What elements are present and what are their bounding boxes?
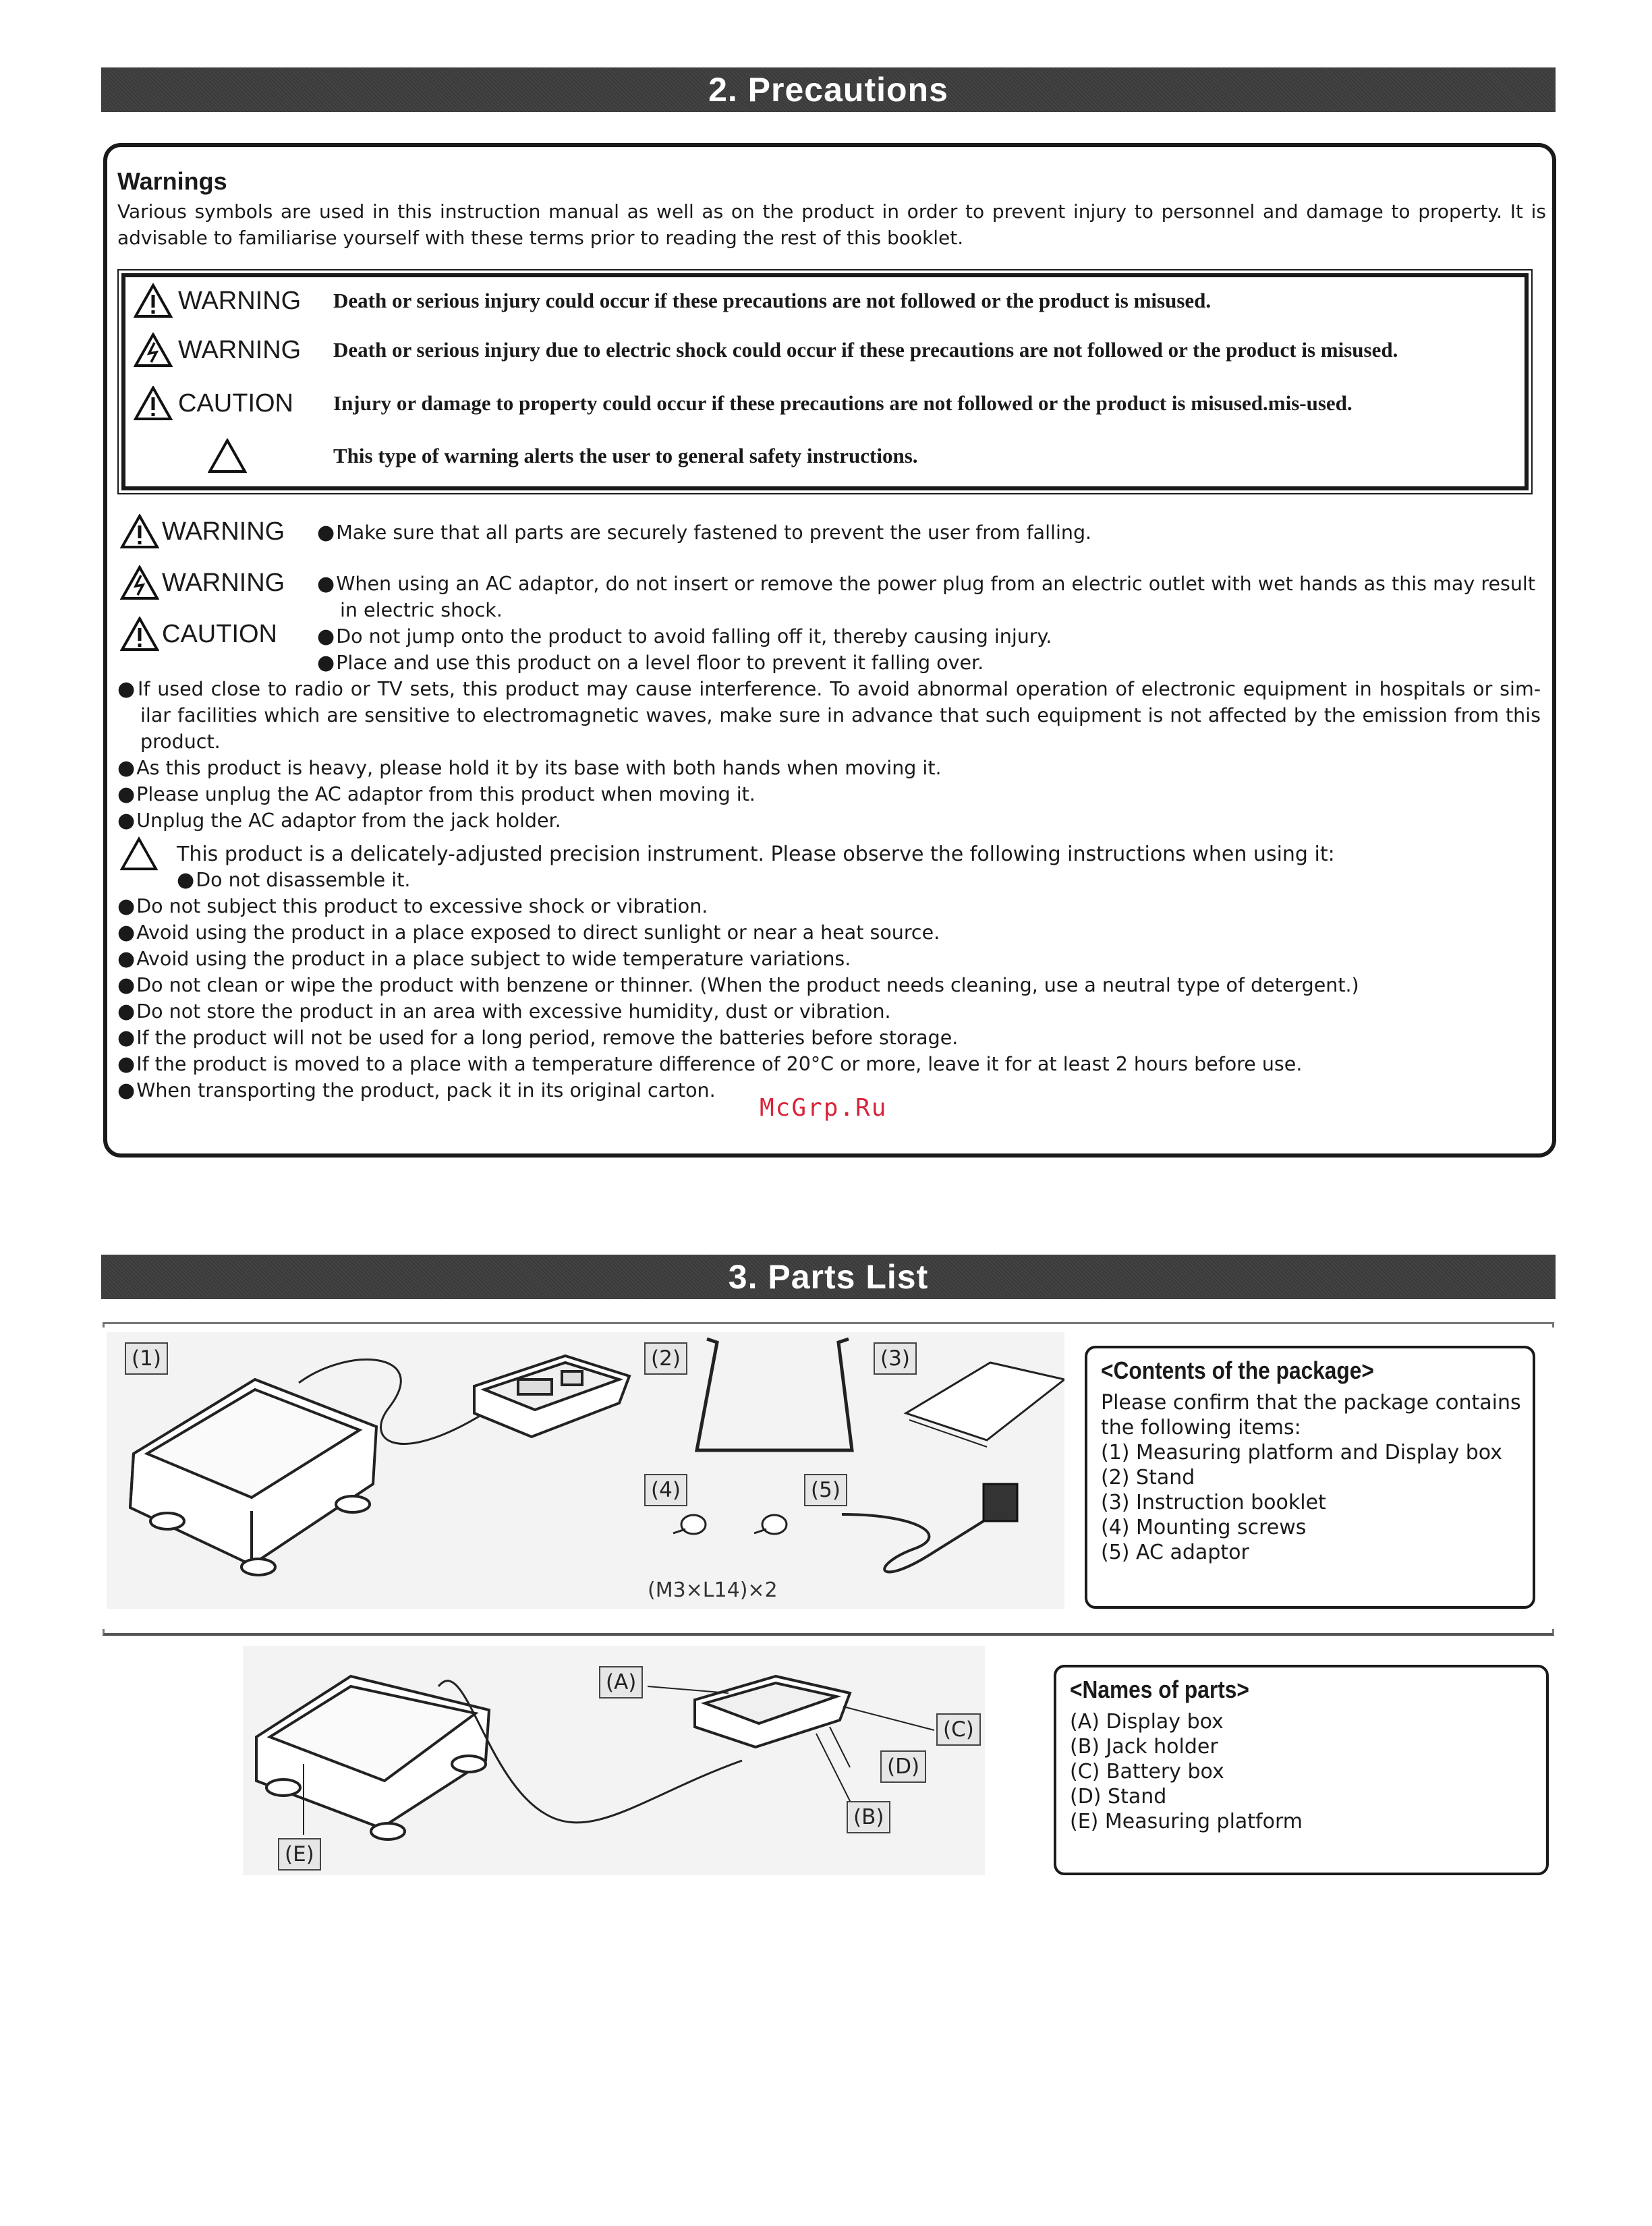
precaution-item: ● When transporting the product, pack it in its original carton.	[117, 1077, 716, 1104]
electric-shock-triangle-icon	[134, 333, 173, 368]
warning-1-heading	[120, 514, 285, 549]
part-label: (5)	[804, 1474, 847, 1506]
precaution-item: ● Please unplug the AC adaptor from this product when moving it.	[117, 781, 756, 807]
warning-label: WARNING	[162, 568, 285, 597]
precaution-item: ● Avoid using the product in a place exposed to direct sunlight or near a heat source.	[117, 919, 940, 946]
contents-intro: the following items:	[1101, 1416, 1301, 1439]
warning-triangle-icon	[134, 283, 173, 318]
caution-heading	[120, 617, 277, 652]
names-item: (A) Display box	[1070, 1710, 1224, 1734]
contents-of-package-box	[1085, 1346, 1535, 1609]
warning-2-text: ● When using an AC adaptor, do not insert or remove the power plug from an electric outlet with wet hands as this may result in electric shock.	[317, 571, 1535, 623]
legend-text: Injury or damage to property could occur if these precautions are not followed or the product is misused.mis-used.	[333, 391, 1352, 415]
names-item: (C) Battery box	[1070, 1760, 1224, 1783]
contents-item: (2) Stand	[1101, 1466, 1195, 1489]
precaution-item: ● Avoid using the product in a place subject to wide temperature variations.	[117, 946, 851, 972]
names-item: (E) Measuring platform	[1070, 1810, 1303, 1833]
precaution-item: ● Do not subject this product to excessive shock or vibration.	[117, 893, 708, 919]
contents-title: <Contents of the package>	[1101, 1357, 1374, 1384]
divider	[103, 1629, 1554, 1636]
legend-text: Death or serious injury due to electric shock could occur if these precautions are not followed or the product is misused.	[333, 338, 1398, 362]
warning-label: WARNING	[162, 517, 285, 546]
screw-spec: (M3×L14)×2	[648, 1578, 778, 1602]
caution-text: ● Place and use this product on a level floor to prevent it falling over.	[317, 650, 984, 676]
section-header-precautions: 2. Precautions	[101, 67, 1556, 112]
warnings-title: Warnings	[117, 167, 227, 195]
legend-text: This type of warning alerts the user to general safety instructions.	[333, 444, 918, 467]
legend-label: WARNING	[178, 335, 302, 364]
section-header-parts-list: 3. Parts List	[101, 1255, 1556, 1299]
names-item: (D) Stand	[1070, 1785, 1167, 1808]
precaution-item: ● If the product will not be used for a long period, remove the batteries before storage.	[117, 1025, 958, 1051]
legend-text: Death or serious injury could occur if these precautions are not followed or the product is misused.	[333, 289, 1212, 312]
display-box-illustration	[474, 1356, 629, 1437]
warnings-intro: Various symbols are used in this instruction manual as well as on the product in order to prevent injury to personnel and damage to property. It is advisable to familiarise yourself with these terms prior to reading the rest of this booklet.	[117, 200, 1546, 249]
contents-intro: Please confirm that the package contains	[1101, 1391, 1521, 1415]
diagram-label-b: (B)	[847, 1801, 890, 1833]
diagram-label-e: (E)	[278, 1838, 321, 1871]
platform-illustration	[130, 1379, 376, 1575]
parts-illustration	[107, 1332, 1064, 1622]
legend-label: WARNING	[178, 286, 302, 315]
divider	[103, 1322, 1554, 1328]
names-item: (B) Jack holder	[1070, 1735, 1218, 1759]
caution-text: ● Do not jump onto the product to avoid falling off it, thereby causing injury.	[317, 623, 1052, 650]
electric-shock-triangle-icon	[120, 565, 159, 600]
contents-item: (3) Instruction booklet	[1101, 1491, 1326, 1514]
general-note: This product is a delicately-adjusted precision instrument. Please observe the following instructions when using it:	[177, 843, 1335, 866]
contents-item: (1) Measuring platform and Display box	[1101, 1441, 1502, 1464]
diagram-label-a: (A)	[599, 1666, 643, 1699]
precaution-item: ● If the product is moved to a place with a temperature difference of 20°C or more, leave it for at least 2 hours before use.	[117, 1051, 1302, 1077]
precaution-item: ● Do not disassemble it.	[177, 867, 410, 893]
part-label: (4)	[644, 1474, 687, 1506]
precaution-item: ● Do not clean or wipe the product with benzene or thinner. (When the product needs cleaning, use a neutral type of detergent.)	[117, 972, 1359, 998]
general-warning-triangle-icon	[208, 438, 247, 474]
watermark: McGrp.Ru	[760, 1094, 888, 1122]
warning-2-heading	[120, 565, 285, 600]
names-of-parts-box	[1054, 1665, 1549, 1875]
precaution-item: ● Unplug the AC adaptor from the jack holder.	[117, 807, 561, 834]
caution-triangle-icon	[134, 386, 173, 421]
names-title: <Names of parts>	[1070, 1676, 1249, 1703]
general-warning-triangle-icon	[120, 836, 158, 872]
legend-label: CAUTION	[178, 389, 293, 418]
caution-triangle-icon	[120, 617, 159, 652]
diagram-label-d: (D)	[880, 1750, 926, 1783]
part-label: (3)	[874, 1342, 917, 1375]
part-label: (2)	[644, 1342, 687, 1375]
precaution-item: ● Do not store the product in an area with excessive humidity, dust or vibration.	[117, 998, 891, 1025]
part-label: (1)	[125, 1342, 168, 1375]
warning-1-text: ● Make sure that all parts are securely fastened to prevent the user from falling.	[317, 519, 1091, 546]
diagram-label-c: (C)	[936, 1713, 981, 1746]
caution-label: CAUTION	[162, 619, 277, 648]
contents-item: (4) Mounting screws	[1101, 1516, 1307, 1539]
precaution-item: ● If used close to radio or TV sets, this product may cause interference. To avoid abnormal operation of electronic equipment in hospitals or sim-ilar facilities which are sensitive to electromagnetic waves, make sure in advance that such equipment is not affected by the emission from this product.	[117, 676, 1541, 755]
precaution-item: ● As this product is heavy, please hold it by its base with both hands when moving it.	[117, 755, 942, 781]
warning-triangle-icon	[120, 514, 159, 549]
contents-item: (5) AC adaptor	[1101, 1541, 1249, 1564]
